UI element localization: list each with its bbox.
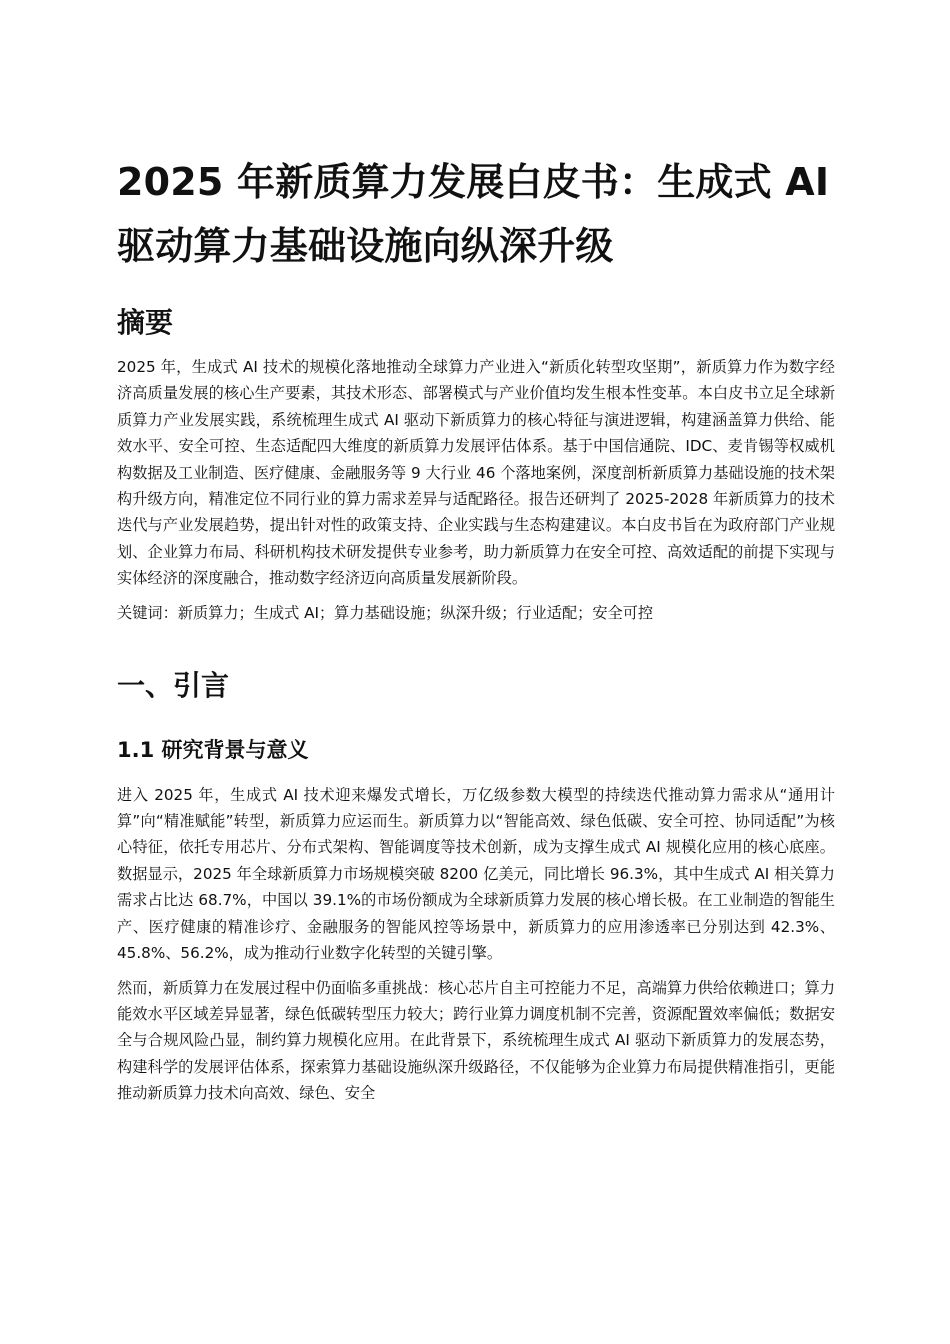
section-1-1-paragraph-2: 然而，新质算力在发展过程中仍面临多重挑战：核心芯片自主可控能力不足，高端算力供给依赖进口；算力能效水平区域差异显著，绿色低碳转型压力较大；跨行业算力调度机制不完善，资源配置效率偏低；数据安全与合规风险凸显，制约算力规模化应用。在此背景下，系统梳理生成式 AI 驱动下新质算力的发展态势，构建科学的发展评估体系，探索算力基础设施纵深升级路径，不仅能够为企业算力布局提供精准指引，更能推动新质算力技术向高效、绿色、安全	[117, 978, 835, 1103]
abstract-heading: 摘要	[117, 306, 174, 339]
keywords-line: 关键词：新质算力；生成式 AI；算力基础设施；纵深升级；行业适配；安全可控	[117, 603, 654, 622]
document-page	[117, 150, 835, 1107]
section-1-1-paragraph-1: 进入 2025 年，生成式 AI 技术迎来爆发式增长，万亿级参数大模型的持续迭代推动算力需求从“通用计算”向“精准赋能”转型，新质算力应运而生。新质算力以“智能高效、绿色低碳、安全可控、协同适配”为核心特征，依托专用芯片、分布式架构、智能调度等技术创新，成为支撑生成式 AI 规模化应用的核心底座。数据显示，2025 年全球新质算力市场规模突破 8200 亿美元，同比增长 96.3%，其中生成式 AI 相关算力需求占比达 68.7%，中国以 39.1%的市场份额成为全球新质算力发展的核心增长极。在工业制造的智能生产、医疗健康的精准诊疗、金融服务的智能风控等场景中，新质算力的应用渗透率已分别达到 42.3%、45.8%、56.2%，成为推动行业数字化转型的关键引擎。	[117, 785, 835, 963]
section-1-1-heading: 1.1 研究背景与意义	[117, 737, 309, 762]
document-title: 2025 年新质算力发展白皮书：生成式 AI 驱动算力基础设施向纵深升级	[117, 160, 830, 268]
abstract-paragraph: 2025 年，生成式 AI 技术的规模化落地推动全球算力产业进入“新质化转型攻坚期”，新质算力作为数字经济高质量发展的核心生产要素，其技术形态、部署模式与产业价值均发生根本性变革。本白皮书立足全球新质算力产业发展实践，系统梳理生成式 AI 驱动下新质算力的核心特征与演进逻辑，构建涵盖算力供给、能效水平、安全可控、生态适配四大维度的新质算力发展评估体系。基于中国信通院、IDC、麦肯锡等权威机构数据及工业制造、医疗健康、金融服务等 9 大行业 46 个落地案例，深度剖析新质算力基础设施的技术架构升级方向，精准定位不同行业的算力需求差异与适配路径。报告还研判了 2025-2028 年新质算力的技术迭代与产业发展趋势，提出针对性的政策支持、企业实践与生态构建建议。本白皮书旨在为政府部门产业规划、企业算力布局、科研机构技术研发提供专业参考，助力新质算力在安全可控、高效适配的前提下实现与实体经济的深度融合，推动数字经济迈向高质量发展新阶段。	[117, 358, 835, 588]
section-1-heading: 一、引言	[117, 668, 230, 702]
